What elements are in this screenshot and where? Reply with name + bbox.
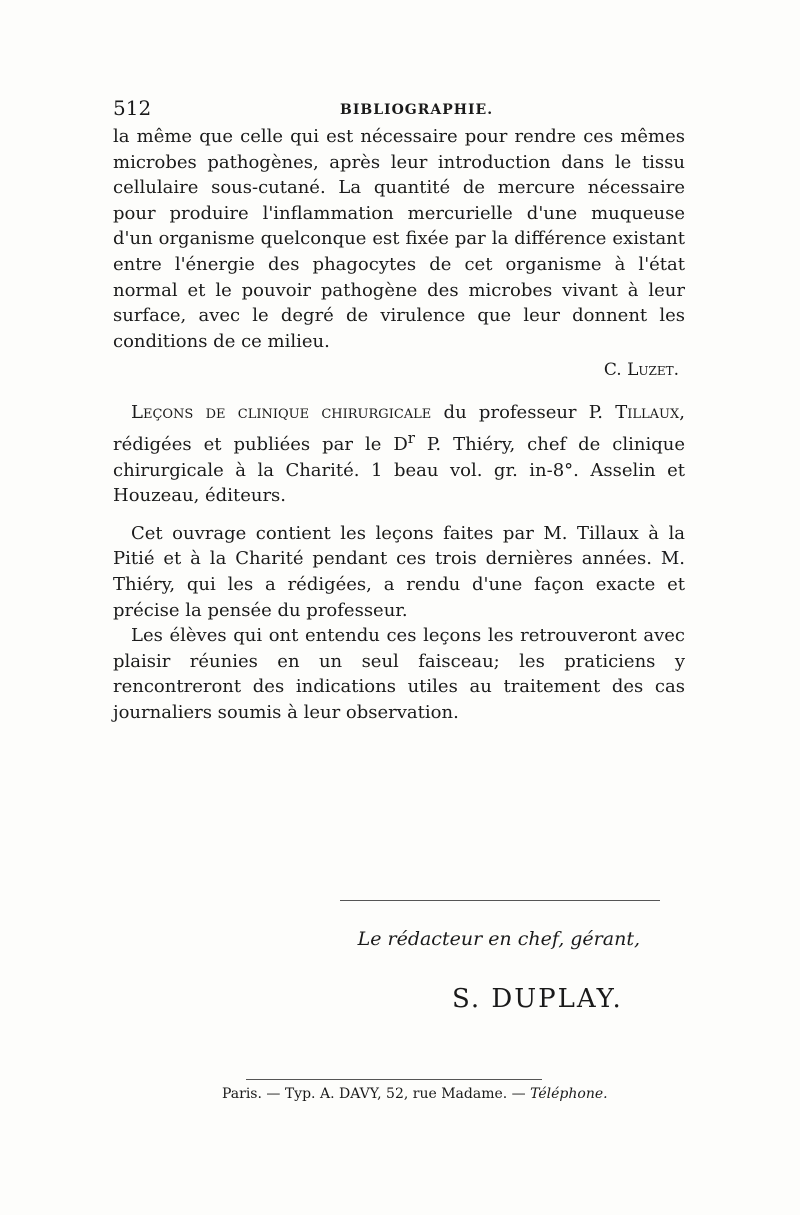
page-body [113, 92, 685, 725]
printer-imprint: Paris. — Typ. A. DAVY, 52, rue Madame. — Téléphone. [222, 1086, 608, 1102]
review-signature: C. Luzet. [603, 360, 679, 381]
editor-name: S. DUPLAY. [452, 984, 623, 1014]
running-header [113, 92, 685, 124]
review-paragraph-2: Les élèves qui ont entendu ces leçons les retrouveront avec plaisir réunies en un seul faisceau; les praticiens y rencontreront des indications utiles au traitement des cas journaliers soumis à leur observation. [113, 625, 685, 723]
editor-line: Le rédacteur en chef, gérant, [357, 928, 640, 950]
page-number: 512 [113, 96, 152, 120]
review-paragraph-1: Cet ouvrage contient les leçons faites par M. Tillaux à la Pitié et à la Charité pendant ces trois dernières années. M. Thiéry, qui les a rédigées, a rendu d'une façon exacte et précise la pensée du professeur. [113, 522, 685, 621]
imprint-rule [246, 1079, 542, 1080]
running-title: BIBLIOGRAPHIE. [340, 102, 494, 118]
divider-rule [340, 900, 660, 901]
book-title: Leçons de clinique chirurgicale [131, 402, 432, 424]
continuation-paragraph: la même que celle qui est nécessaire pour rendre ces mêmes microbes pathogènes, après leur introduction dans le tissu cellulaire sous-cutané. La quantité de mercure nécessaire pour produire l'inflammation mercurielle d'une muqueuse d'un organisme quelconque est fixée par la différence existant entre l'énergie des phagocytes de cet organisme à l'état normal et le pouvoir pathogène des microbes vivant à leur surface, avec le degré de virulence que leur donnent les conditions de ce milieu. [113, 126, 685, 352]
review-heading: Leçons de clinique chirurgicale du professeur P. Tillaux, rédigées et publiées par le $D^r$ P. Thiéry, chef de clinique chirurgicale à la Charité. 1 beau vol. gr. in-8°. Asselin et Houzeau, éditeurs. [113, 402, 685, 507]
book-author: Tillaux [615, 402, 680, 424]
